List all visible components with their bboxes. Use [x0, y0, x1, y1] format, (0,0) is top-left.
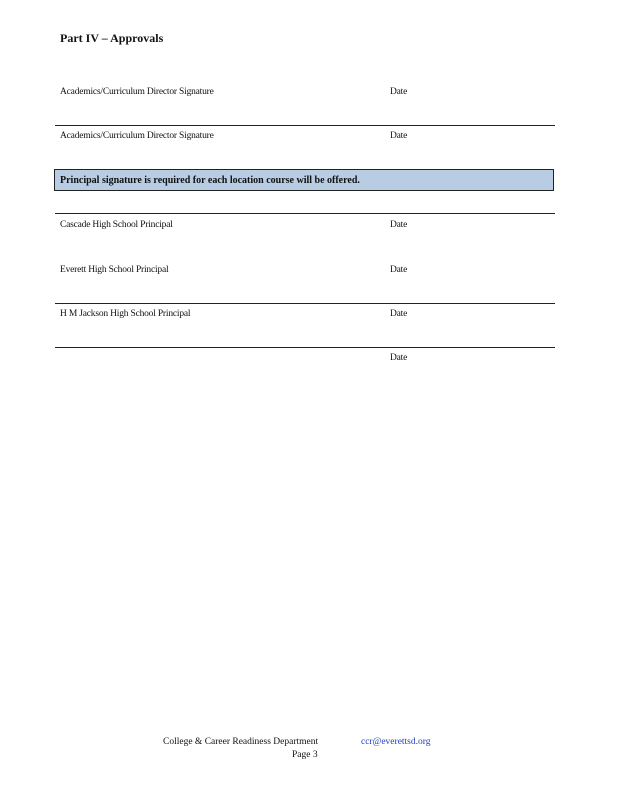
footer-department: College & Career Readiness Department [163, 737, 319, 747]
page-heading: Part IV – Approvals [60, 31, 164, 45]
signature-line [55, 125, 555, 126]
approval-label: Cascade High School Principal [60, 220, 173, 230]
approval-date-label: Date [390, 309, 408, 319]
approval-date-label: Date [390, 353, 408, 363]
signature-line [55, 347, 555, 348]
approval-date-label: Date [390, 220, 408, 230]
principal-notice: Principal signature is required for each location course will be offered. [60, 175, 360, 186]
approval-label: Academics/Curriculum Director Signature [60, 131, 214, 141]
approval-label: Academics/Curriculum Director Signature [60, 87, 214, 97]
signature-line [55, 213, 555, 214]
approval-label: H M Jackson High School Principal [60, 309, 191, 319]
signature-line [55, 303, 555, 304]
approval-label: Everett High School Principal [60, 265, 169, 275]
page-number: Page 3 [292, 750, 318, 760]
approval-date-label: Date [390, 265, 408, 275]
footer-email-link[interactable]: ccr@everettsd.org [361, 737, 431, 747]
approval-date-label: Date [390, 87, 408, 97]
approval-date-label: Date [390, 131, 408, 141]
